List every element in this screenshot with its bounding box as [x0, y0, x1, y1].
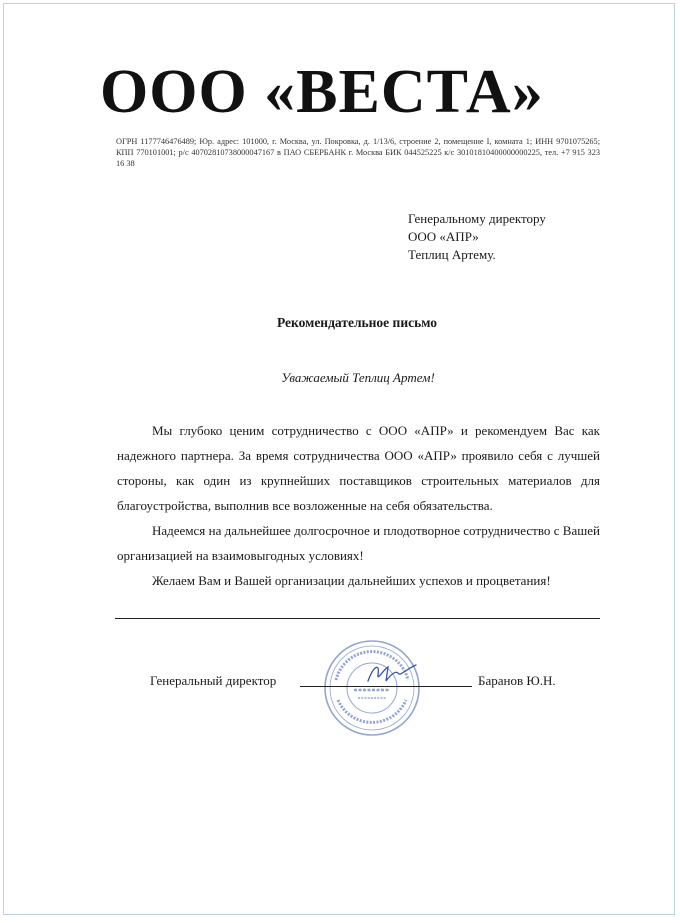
letter-greeting: Уважаемый Теплиц Артем! [281, 370, 435, 385]
handwritten-signature-icon [362, 659, 422, 689]
letter-paragraph: Желаем Вам и Вашей организации дальнейших успехов и процветания! [152, 573, 551, 588]
letter-body [117, 418, 600, 593]
addressee-block [408, 210, 546, 264]
addressee-name: Теплиц Артему. [408, 247, 496, 262]
letter-paragraph: Мы глубоко ценим сотрудничество с ООО «АПР» и рекомендуем Вас как надежного партнера. За время сотрудничества ООО «АПР» проявило себя с лучшей стороны, как один из крупнейших поставщиков строительных материалов для благоустройства, выполнив все возложенные на себя обязательства. [117, 423, 600, 513]
signatory-position: Генеральный директор [150, 673, 277, 688]
addressee-position: Генеральному директору [408, 211, 546, 226]
divider-line [115, 618, 600, 619]
company-name: ООО «ВЕСТА» [100, 58, 544, 126]
company-requisites: ОГРН 1177746476489; Юр. адрес: 101000, г. Москва, ул. Покровка, д. 1/13/6, строение 2, помещение I, комната 1; ИНН 9701075265; КПП 770101001; р/с 40702810738000047167 в ПАО СБЕРБАНК г. Москва БИК 044525225 к/с 30101810400000000225, тел. +7 915 323 16 38 [116, 137, 600, 168]
letter-title: Рекомендательное письмо [276, 315, 438, 330]
letter-page [3, 3, 675, 915]
addressee-company: ООО «АПР» [408, 229, 479, 244]
signatory-name: Баранов Ю.Н. [478, 673, 556, 688]
signature-line [300, 686, 472, 687]
letter-paragraph: Надеемся на дальнейшее долгосрочное и плодотворное сотрудничество с Вашей организацией на взаимовыгодных условиях! [117, 523, 600, 563]
